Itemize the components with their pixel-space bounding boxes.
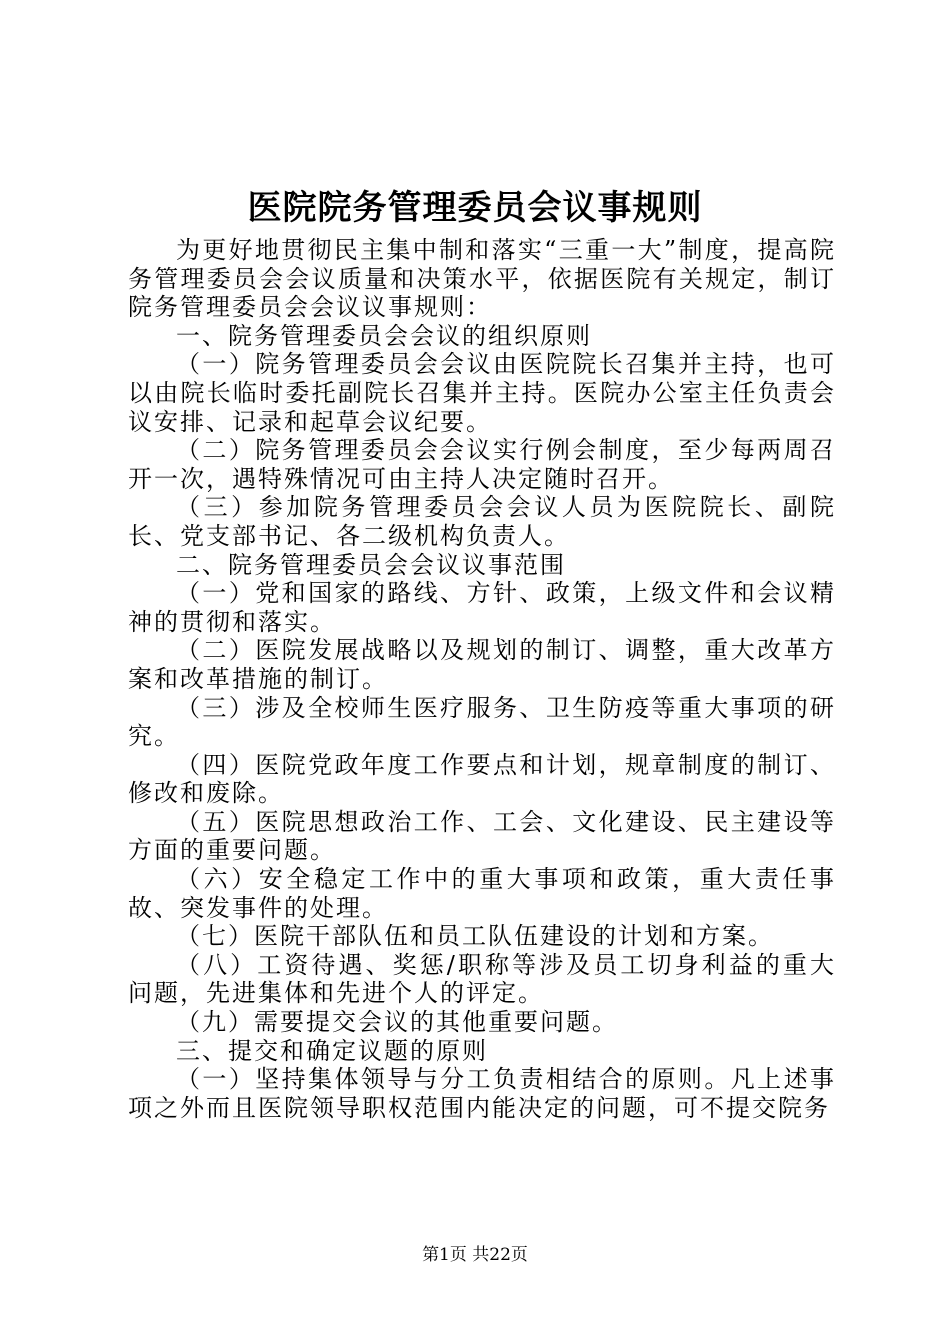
section-heading-2: 二、院务管理委员会会议议事范围 [176,550,566,579]
section-heading-1: 一、院务管理委员会会议的组织原则 [176,321,592,350]
section-2-item-8: （八）工资待遇、奖惩/职称等涉及员工切身利益的重大问题，先进集体和先进个人的评定。 [128,950,836,1008]
section-2-item-5: （五）医院思想政治工作、工会、文化建设、民主建设等方面的重要问题。 [128,807,836,865]
section-2-item-9: （九）需要提交会议的其他重要问题。 [176,1008,618,1037]
section-2-item-3: （三）涉及全校师生医疗服务、卫生防疫等重大事项的研究。 [128,693,836,751]
section-2-item-2: （二）医院发展战略以及规划的制订、调整，重大改革方案和改革措施的制订。 [128,636,836,693]
section-1-item-2: （二）院务管理委员会会议实行例会制度，至少每两周召开一次，遇特殊情况可由主持人决定随时召开。 [128,436,836,493]
intro-paragraph: 为更好地贯彻民主集中制和落实“三重一大”制度，提高院务管理委员会会议质量和决策水平，依据医院有关规定，制订院务管理委员会会议议事规则： [128,236,836,322]
document-body [128,236,836,1122]
section-2-item-7: （七）医院干部队伍和员工队伍建设的计划和方案。 [176,922,774,951]
section-2-item-6: （六）安全稳定工作中的重大事项和政策，重大责任事故、突发事件的处理。 [128,865,836,922]
section-heading-3: 三、提交和确定议题的原则 [176,1036,488,1065]
section-1-item-1: （一）院务管理委员会会议由医院院长召集并主持，也可以由院长临时委托副院长召集并主持。医院办公室主任负责会议安排、记录和起草会议纪要。 [128,350,836,436]
section-2-item-1: （一）党和国家的路线、方针、政策，上级文件和会议精神的贯彻和落实。 [128,579,836,636]
page-number: 第1页 共22页 [422,1245,528,1265]
section-2-item-4: （四）医院党政年度工作要点和计划，规章制度的制订、修改和废除。 [128,750,836,808]
section-1-item-3: （三）参加院务管理委员会会议人员为医院院长、副院长、党支部书记、各二级机构负责人。 [128,493,836,550]
document-title: 医院院务管理委员会议事规则 [247,188,703,228]
section-3-item-1: （一）坚持集体领导与分工负责相结合的原则。凡上述事项之外而且医院领导职权范围内能决定的问题，可不提交院务 [128,1065,836,1122]
